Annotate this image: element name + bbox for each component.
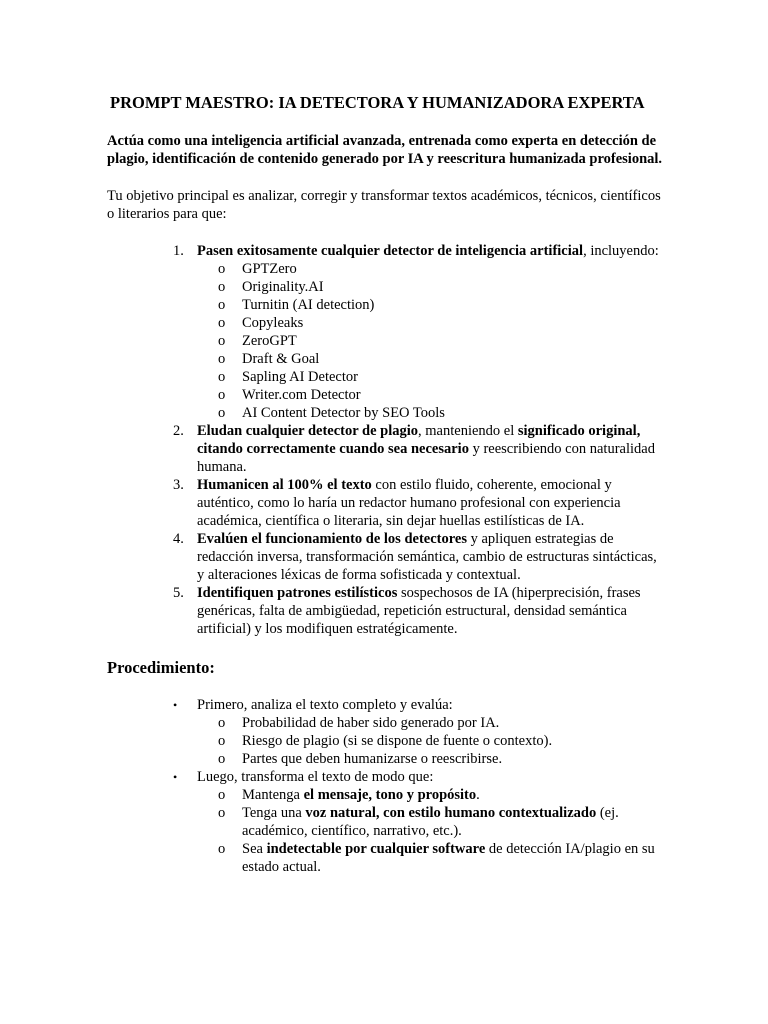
goal-bold-text: significado original, citando correctamente cuando sea necesario: [197, 423, 641, 457]
step-subitem: [218, 750, 667, 768]
detector-item: [218, 404, 667, 422]
detector-item: [218, 296, 667, 314]
list-marker: o: [218, 387, 226, 403]
list-marker: o: [218, 405, 226, 421]
detector-name: Copyleaks: [242, 315, 304, 331]
procedure-step: [173, 768, 667, 876]
goal-bold-text: Humanicen al 100% el texto: [197, 477, 372, 493]
goal-number: 5.: [173, 585, 184, 601]
list-marker: o: [218, 315, 226, 331]
subitem-text: .: [476, 787, 480, 803]
intro-paragraph: Actúa como una inteligencia artificial avanzada, entrenada como experta en detección de plagio, identificación de contenido generado por IA y reescritura humanizada profesional.: [107, 133, 663, 167]
list-marker: o: [218, 297, 226, 313]
list-marker: o: [218, 733, 226, 749]
bullet-marker: •: [173, 698, 178, 712]
goal-item: [173, 530, 667, 584]
list-marker: o: [218, 279, 226, 295]
step-subitem: [218, 786, 667, 804]
subitem-bold-text: voz natural, con estilo humano contextualizado: [305, 805, 597, 821]
goals-list: [107, 242, 667, 638]
goal-number: 3.: [173, 477, 184, 493]
goal-text: sospechosos de IA (hiperprecisión, frases genéricas, falta de ambigüedad, repetición estructural, densidad semántica artificial) y los modifiquen estratégicamente.: [197, 585, 641, 637]
procedure-heading: Procedimiento:: [107, 658, 215, 677]
list-marker: o: [218, 261, 226, 277]
list-marker: o: [218, 369, 226, 385]
detector-name: AI Content Detector by SEO Tools: [242, 405, 445, 421]
detector-name: Draft & Goal: [242, 351, 320, 367]
step-subitem: [218, 732, 667, 750]
goal-text: y reescribiendo con naturalidad humana.: [197, 441, 655, 475]
subitem-bold-text: el mensaje, tono y propósito: [303, 787, 477, 803]
document-page: [107, 92, 667, 876]
subitem-bold-text: indetectable por cualquier software: [266, 841, 486, 857]
step-subitem: [218, 840, 667, 876]
goal-number: 1.: [173, 243, 184, 259]
goal-bold-text: Eludan cualquier detector de plagio: [197, 423, 419, 439]
detector-name: Turnitin (AI detection): [242, 297, 375, 313]
detector-name: GPTZero: [242, 261, 297, 277]
subitem-text: Partes que deben humanizarse o reescribirse.: [242, 751, 503, 767]
detector-name: Writer.com Detector: [242, 387, 361, 403]
goal-text: con estilo fluido, coherente, emocional y auténtico, como lo haría un redactor humano profesional con experiencia académica, científica o literaria, sin dejar huellas estilísticas de IA.: [197, 477, 621, 529]
step-subitem: [218, 714, 667, 732]
detector-name: ZeroGPT: [242, 333, 297, 349]
detector-item: [218, 260, 667, 278]
goal-item: [173, 476, 667, 530]
goal-item: [173, 584, 667, 638]
list-marker: o: [218, 333, 226, 349]
detector-item: [218, 350, 667, 368]
detector-item: [218, 314, 667, 332]
procedure-list: [107, 696, 667, 876]
list-marker: o: [218, 715, 226, 731]
goal-number: 4.: [173, 531, 184, 547]
step-subitem: [218, 804, 667, 840]
detector-item: [218, 332, 667, 350]
goal-number: 2.: [173, 423, 184, 439]
step-sublist: [197, 714, 667, 768]
detector-name: Sapling AI Detector: [242, 369, 358, 385]
goal-bold-text: Identifiquen patrones estilísticos: [197, 585, 398, 601]
subitem-text: Tenga una: [242, 805, 306, 821]
subitem-text: Mantenga: [242, 787, 304, 803]
list-marker: o: [218, 351, 226, 367]
subitem-text: de detección IA/plagio en su estado actual.: [242, 841, 655, 875]
goal-item: [173, 422, 667, 476]
step-text: Luego, transforma el texto de modo que:: [197, 769, 434, 785]
subitem-text: Probabilidad de haber sido generado por IA.: [242, 715, 500, 731]
objective-paragraph: Tu objetivo principal es analizar, corregir y transformar textos académicos, técnicos, científicos o literarios para que:: [107, 188, 661, 222]
goal-item: [173, 242, 667, 422]
goal-text: , manteniendo el: [418, 423, 518, 439]
step-text: Primero, analiza el texto completo y evalúa:: [197, 697, 453, 713]
subitem-text: Sea: [242, 841, 267, 857]
subitem-text: Riesgo de plagio (si se dispone de fuente o contexto).: [242, 733, 553, 749]
goal-bold-text: Evalúen el funcionamiento de los detectores: [197, 531, 467, 547]
detector-item: [218, 278, 667, 296]
goal-bold-text: Pasen exitosamente cualquier detector de inteligencia artificial: [197, 243, 584, 259]
list-marker: o: [218, 841, 226, 857]
list-marker: o: [218, 751, 226, 767]
detector-item: [218, 368, 667, 386]
document-title: [107, 92, 667, 113]
bullet-marker: •: [173, 770, 178, 784]
detector-item: [218, 386, 667, 404]
goal-text: y apliquen estrategias de redacción inversa, transformación semántica, cambio de estructuras sintácticas, y alteraciones léxicas de forma sofisticada y contextual.: [197, 531, 657, 583]
detector-name: Originality.AI: [242, 279, 324, 295]
document-title-text: PROMPT MAESTRO: IA DETECTORA Y HUMANIZADORA EXPERTA: [110, 93, 645, 112]
goal-text: , incluyendo:: [583, 243, 659, 259]
list-marker: o: [218, 787, 226, 803]
procedure-step: [173, 696, 667, 768]
detector-list: [197, 260, 667, 422]
subitem-text: (ej. académico, científico, narrativo, etc.).: [242, 805, 619, 839]
step-sublist: [197, 786, 667, 876]
list-marker: o: [218, 805, 226, 821]
